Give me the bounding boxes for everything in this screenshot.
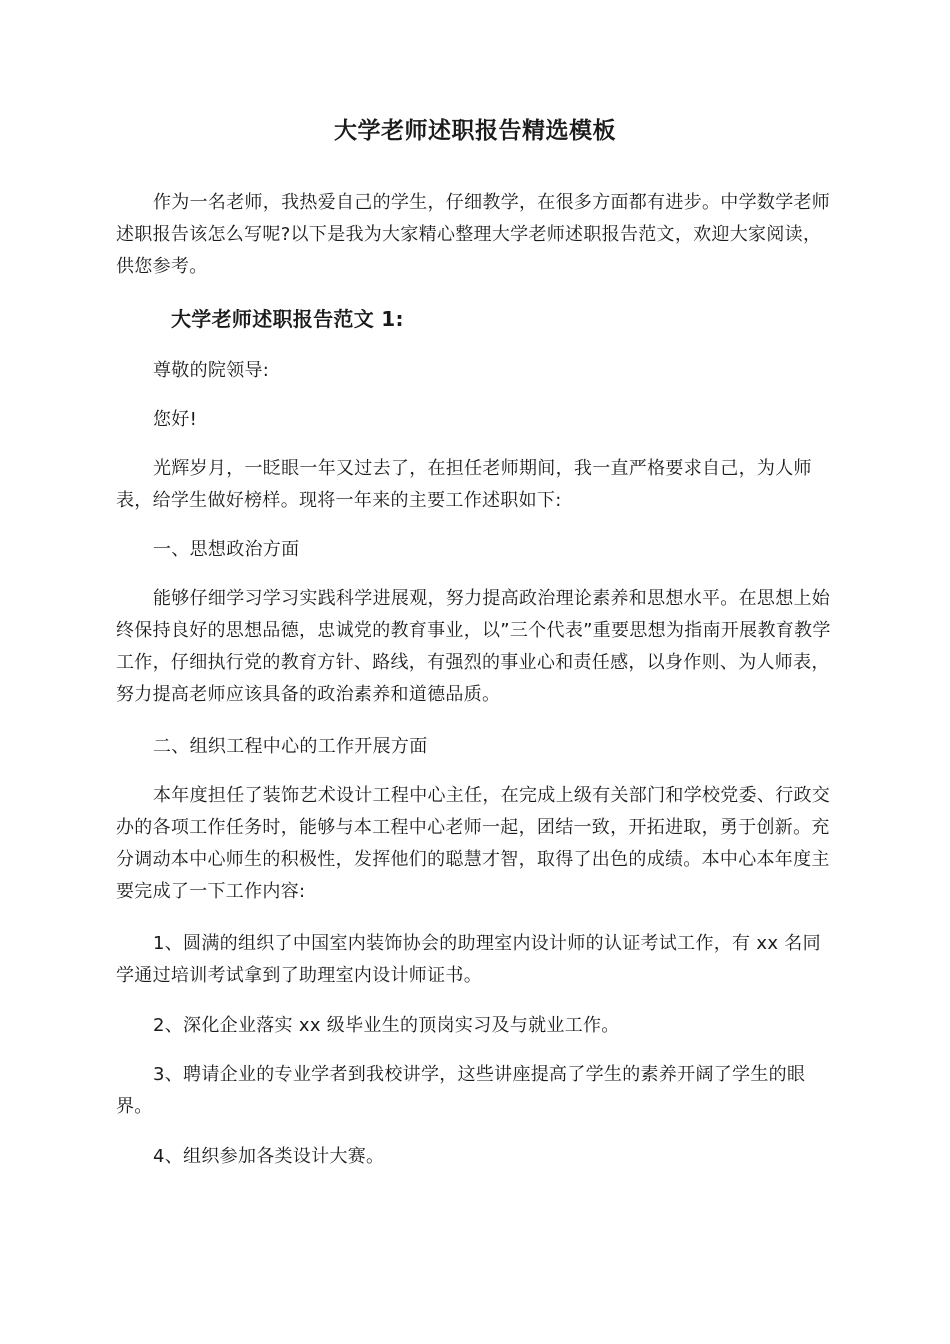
work-item-1: 1、圆满的组织了中国室内装饰协会的助理室内设计师的认证考试工作，有 xx 名同学通过培训考试拿到了助理室内设计师证书。 [116,933,821,986]
ideology-paragraph: 能够仔细学习学习实践科学进展观，努力提高政治理论素养和思想水平。在思想上始终保持良好的思想品德，忠诚党的教育事业，以”三个代表”重要思想为指南开展教育教学工作，仔细执行党的教育方针、路线，有强烈的事业心和责任感，以身作则、为人师表，努力提高老师应该具备的政治素养和道德品质。 [116,588,831,705]
greeting: 您好! [153,409,198,430]
intro-paragraph: 作为一名老师，我热爱自己的学生，仔细教学，在很多方面都有进步。中学数学老师述职报告该怎么写呢?以下是我为大家精心整理大学老师述职报告范文，欢迎大家阅读，供您参考。 [116,192,831,277]
work-item-4: 4、组织参加各类设计大赛。 [153,1146,385,1167]
document-title: 大学老师述职报告精选模板 [334,118,616,144]
work-item-2: 2、深化企业落实 xx 级毕业生的顶岗实习及与就业工作。 [153,1015,620,1036]
work-item-3: 3、聘请企业的专业学者到我校讲学，这些讲座提高了学生的素养开阔了学生的眼界。 [116,1064,806,1117]
heading-engineering-center: 二、组织工程中心的工作开展方面 [153,736,428,757]
engineering-center-paragraph: 本年度担任了装饰艺术设计工程中心主任，在完成上级有关部门和学校党委、行政交办的各项工作任务时，能够与本工程中心老师一起，团结一致，开拓进取，勇于创新。充分调动本中心师生的积极性，发挥他们的聪慧才智，取得了出色的成绩。本中心本年度主要完成了一下工作内容: [116,785,831,902]
heading-ideology: 一、思想政治方面 [153,539,300,560]
salutation: 尊敬的院领导: [153,360,270,381]
section-heading: 大学老师述职报告范文 1: [171,307,404,331]
opening-paragraph: 光辉岁月，一眨眼一年又过去了，在担任老师期间，我一直严格要求自己，为人师表，给学生做好榜样。现将一年来的主要工作述职如下: [116,458,812,511]
